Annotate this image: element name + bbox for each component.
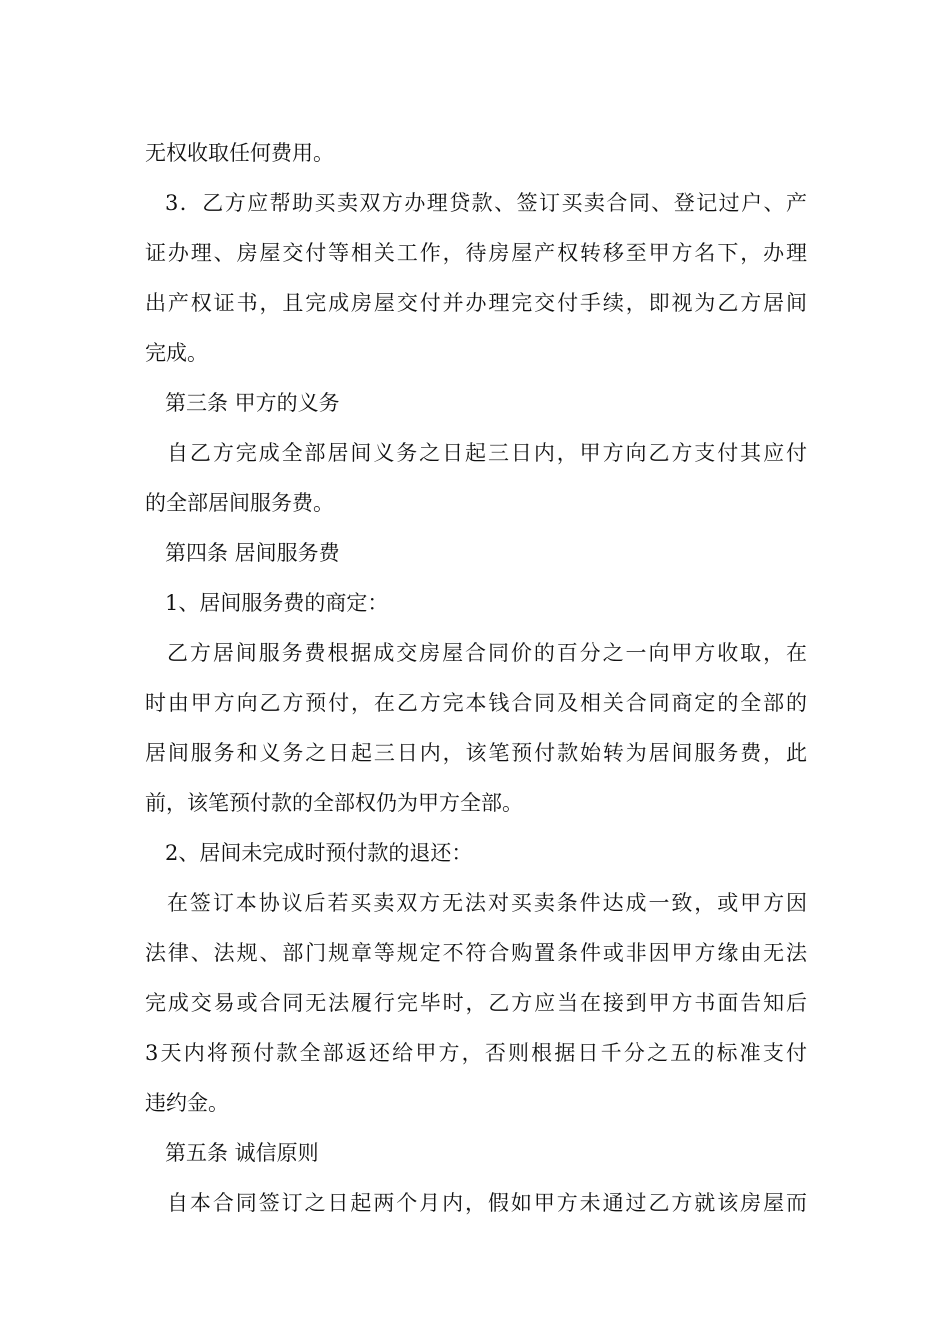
text-line: 自本合同签订之日起两个月内，假如甲方未通过乙方就该房屋而 [167,1191,807,1215]
text-line: 自乙方完成全部居间义务之日起三日内，甲方向乙方支付其应付 [167,441,807,465]
section-heading: 第四条 居间服务费 [165,541,340,565]
text-line: 乙方居间服务费根据成交房屋合同价的百分之一向甲方收取，在 [167,641,807,665]
text-line: 出产权证书，且完成房屋交付并办理完交付手续，即视为乙方居间 [145,291,807,315]
text-line: 的全部居间服务费。 [145,491,334,515]
text-line: 无权收取任何费用。 [145,141,334,165]
text-line: 时由甲方向乙方预付，在乙方完本钱合同及相关合同商定的全部的 [145,691,807,715]
text-line: 居间服务和义务之日起三日内，该笔预付款始转为居间服务费，此 [145,741,807,765]
subsection-heading: 2、居间未完成时预付款的退还： [165,841,473,865]
text-line: 完成。 [145,341,208,365]
text-line: 违约金。 [145,1091,229,1115]
text-line: 法律、法规、部门规章等规定不符合购置条件或非因甲方缘由无法 [145,941,807,965]
text-line: 完成交易或合同无法履行完毕时，乙方应当在接到甲方书面告知后 [145,991,807,1015]
document-body [145,128,807,1228]
section-heading: 第三条 甲方的义务 [165,391,340,415]
text-line: 证办理、房屋交付等相关工作，待房屋产权转移至甲方名下，办理 [145,241,807,265]
text-line: 在签订本协议后若买卖双方无法对买卖条件达成一致，或甲方因 [167,891,807,915]
text-line: 3天内将预付款全部返还给甲方，否则根据日千分之五的标准支付 [145,1041,807,1065]
text-line: 前，该笔预付款的全部权仍为甲方全部。 [145,791,523,815]
subsection-heading: 1、居间服务费的商定： [165,591,389,615]
text-line: 3．乙方应帮助买卖双方办理贷款、签订买卖合同、登记过户、产 [165,191,807,215]
section-heading: 第五条 诚信原则 [165,1141,319,1165]
